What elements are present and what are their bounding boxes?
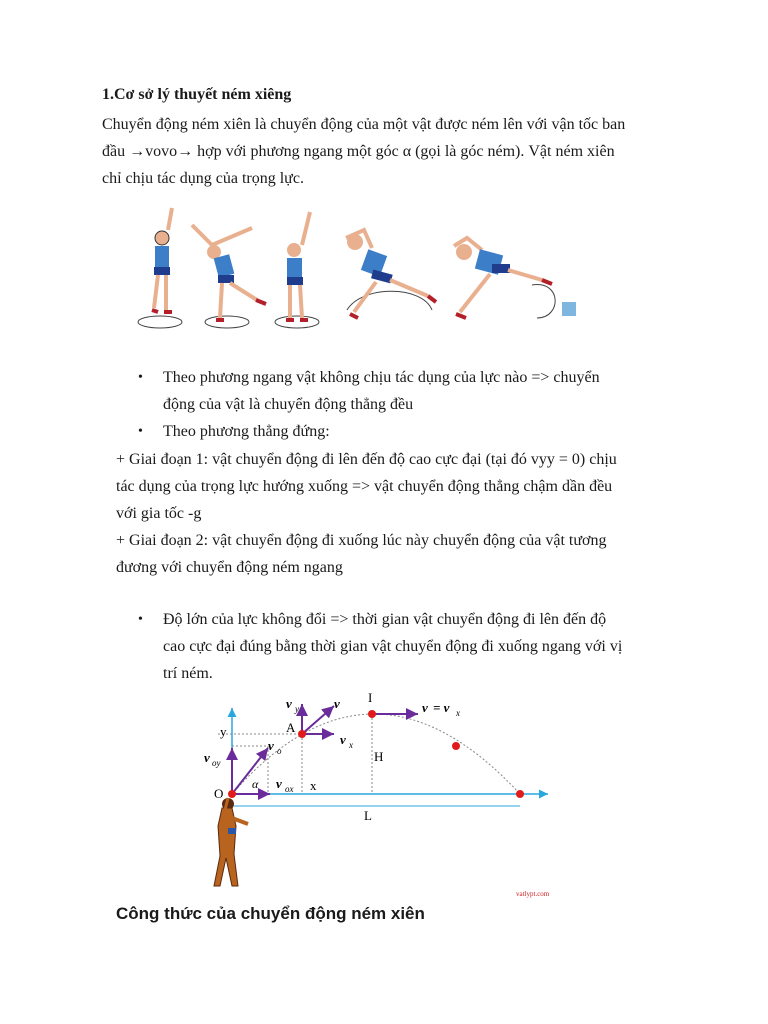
bullet-line: cao cực đại đúng bằng thời gian vật chuyển động đi xuống ngang với vị <box>163 638 623 655</box>
label-v-at-i: v <box>422 700 428 715</box>
label-vy: v <box>286 696 292 711</box>
label-y: y <box>220 724 227 739</box>
label-vox-sub: ox <box>285 784 294 794</box>
label-vox: v <box>276 776 282 791</box>
vector-v-at-a <box>302 706 334 734</box>
label-h: H <box>374 749 384 764</box>
label-vx-sub: x <box>349 740 353 750</box>
bullet-line: trí ném. <box>163 665 213 682</box>
bullet-dot-icon: • <box>138 424 143 439</box>
label-vo-sub: o <box>277 746 282 756</box>
athlete-figure-2 <box>192 225 266 328</box>
athlete-figure-4 <box>346 230 436 318</box>
label-x: x <box>310 778 317 793</box>
label-o: O <box>214 786 224 801</box>
label-v-equals-vx-sub: x <box>456 708 460 718</box>
thrower-figure <box>214 798 248 886</box>
stage2-line: đương với chuyển động ném ngang <box>116 559 343 576</box>
intro-line: chỉ chịu tác dụng của trọng lực. <box>102 170 304 187</box>
label-voy-sub: oy <box>212 758 221 768</box>
athlete-figure-1 <box>138 208 182 328</box>
intro-line: đầu →vovo→ hợp với phương ngang một góc α (gọi là góc ném). Vật ném xiên <box>102 143 615 160</box>
section-heading: 1.Cơ sở lý thuyết ném xiêng <box>102 86 292 103</box>
point-o <box>228 790 236 798</box>
label-vy-sub: y <box>295 704 299 714</box>
bullet-dot-icon: • <box>138 370 143 385</box>
label-vo: v <box>268 738 274 753</box>
shot-put-sequence-illustration <box>132 200 582 340</box>
bullet-line: Theo phương ngang vật không chịu tác dụng của lực nào => chuyển <box>163 369 600 386</box>
formula-section-title: Công thức của chuyển động ném xiên <box>116 904 425 923</box>
stage1-line: tác dụng của trọng lực hướng xuống => vật chuyển động thẳng chậm dần đều <box>116 478 613 495</box>
watermark: vatlypt.com <box>516 890 550 898</box>
point-descent <box>452 742 460 750</box>
point-a <box>298 730 306 738</box>
athlete-figure-3 <box>275 212 319 328</box>
projectile-motion-diagram <box>198 686 568 902</box>
label-voy: v <box>204 750 210 765</box>
bullet-line: động của vật là chuyển động thẳng đều <box>163 396 414 413</box>
intro-paragraph <box>102 111 662 192</box>
point-i <box>368 710 376 718</box>
vector-vo <box>232 748 268 794</box>
label-v-equals-vx: = v <box>433 700 450 715</box>
stage1-line: + Giai đoạn 1: vật chuyển động đi lên đến độ cao cực đại (tại đó vyy = 0) chịu <box>116 451 617 468</box>
label-alpha: α <box>252 777 259 791</box>
bullet-line: Theo phương thẳng đứng: <box>163 423 330 440</box>
label-a: A <box>286 720 296 735</box>
bullet-line: Độ lớn của lực không đổi => thời gian vật chuyển động đi lên đến độ <box>163 611 607 628</box>
point-landing <box>516 790 524 798</box>
label-vx: v <box>340 732 346 747</box>
label-i: I <box>368 690 373 705</box>
label-v-at-a: v <box>334 696 340 711</box>
label-l: L <box>364 808 372 823</box>
stage1-line: với gia tốc -g <box>116 505 202 522</box>
intro-line: Chuyển động ném xiên là chuyển động của một vật được ném lên với vận tốc ban <box>102 116 626 133</box>
stage2-line: + Giai đoạn 2: vật chuyển động đi xuống lúc này chuyển động của vật tương <box>116 532 607 549</box>
bullet-dot-icon: • <box>138 612 143 627</box>
athlete-figure-5 <box>454 238 576 318</box>
